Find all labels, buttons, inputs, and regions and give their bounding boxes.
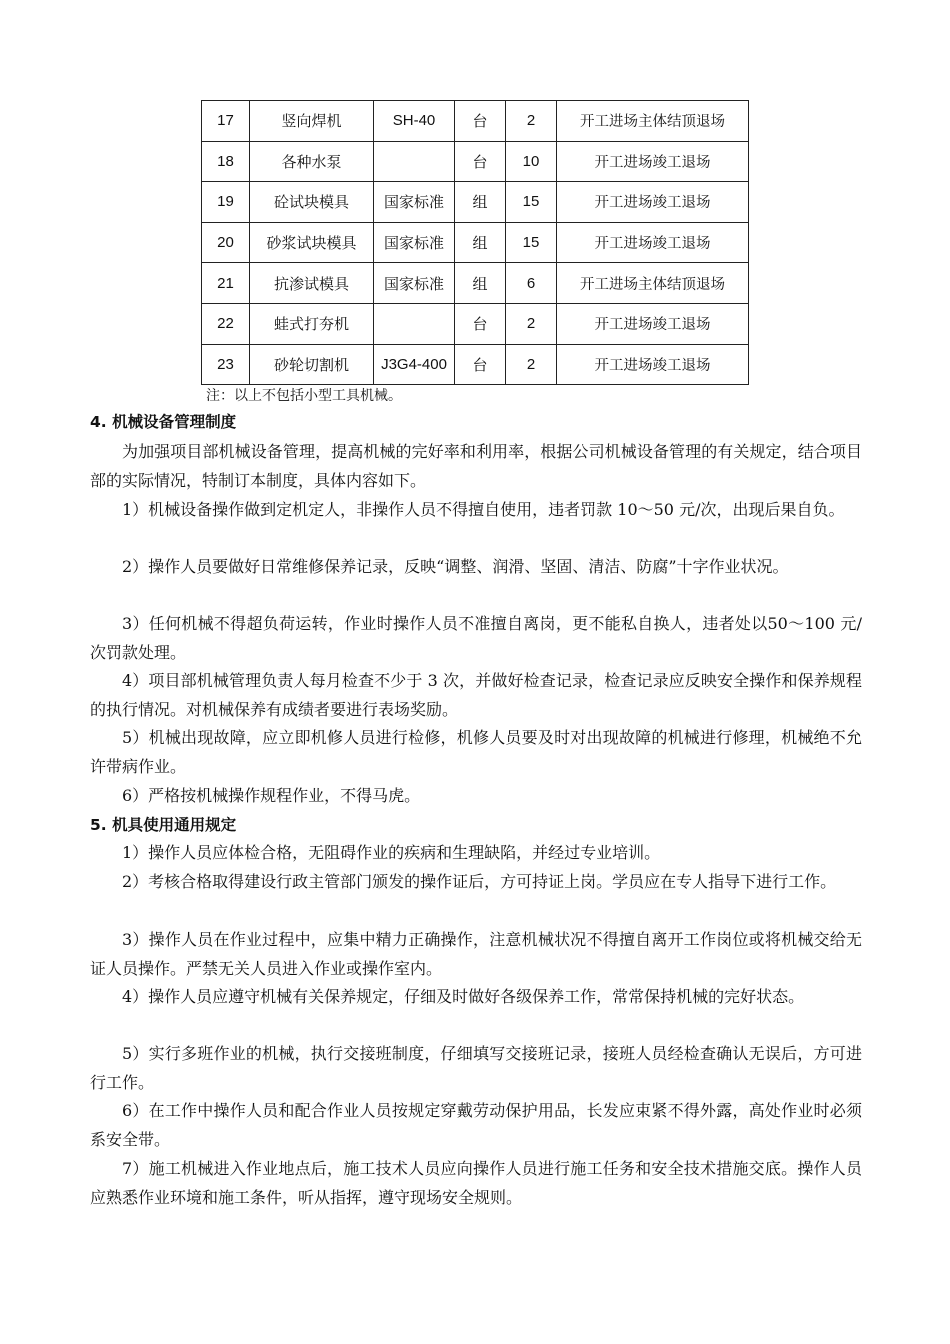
section-4-heading: 4. 机械设备管理制度 — [90, 413, 237, 431]
equipment-unit: 台 — [455, 303, 506, 344]
table-row — [202, 101, 749, 142]
equipment-period: 开工进场竣工退场 — [557, 141, 749, 182]
table-row — [202, 344, 749, 385]
table-row — [202, 141, 749, 182]
equipment-period: 开工进场竣工退场 — [557, 303, 749, 344]
table-row — [202, 222, 749, 263]
paragraph: 6）在工作中操作人员和配合作业人员按规定穿戴劳动保护用品，长发应束紧不得外露，高处作业时必须系安全带。 — [90, 1101, 862, 1149]
paragraph: 7）施工机械进入作业地点后，施工技术人员应向操作人员进行施工任务和安全技术措施交底。操作人员应熟悉作业环境和施工条件，听从指挥，遵守现场安全规则。 — [90, 1159, 862, 1207]
table-row — [202, 263, 749, 304]
equipment-period: 开工进场竣工退场 — [557, 344, 749, 385]
equipment-name: 蛙式打夯机 — [250, 303, 374, 344]
equipment-quantity: 10 — [506, 141, 557, 182]
row-number: 21 — [202, 263, 250, 304]
equipment-spec — [374, 303, 455, 344]
paragraph: 3）任何机械不得超负荷运转，作业时操作人员不准擅自离岗，更不能私自换人，违者处以50～100 元/次罚款处理。 — [90, 614, 862, 662]
equipment-name: 竖向焊机 — [250, 101, 374, 142]
equipment-unit: 台 — [455, 101, 506, 142]
paragraph: 2）考核合格取得建设行政主管部门颁发的操作证后，方可持证上岗。学员应在专人指导下进行工作。 — [122, 872, 837, 891]
equipment-quantity: 2 — [506, 303, 557, 344]
equipment-quantity: 15 — [506, 222, 557, 263]
paragraph: 3）操作人员在作业过程中，应集中精力正确操作，注意机械状况不得擅自离开工作岗位或将机械交给无证人员操作。严禁无关人员进入作业或操作室内。 — [90, 930, 862, 978]
table-row — [202, 303, 749, 344]
paragraph: 6）严格按机械操作规程作业，不得马虎。 — [122, 786, 421, 805]
equipment-spec: J3G4-400 — [374, 344, 455, 385]
paragraph: 5）实行多班作业的机械，执行交接班制度，仔细填写交接班记录，接班人员经检查确认无误后，方可进行工作。 — [90, 1044, 862, 1092]
equipment-quantity: 6 — [506, 263, 557, 304]
section-5-heading: 5. 机具使用通用规定 — [90, 816, 237, 834]
equipment-quantity: 2 — [506, 344, 557, 385]
equipment-spec: SH-40 — [374, 101, 455, 142]
table-row — [202, 182, 749, 223]
row-number: 17 — [202, 101, 250, 142]
equipment-table — [201, 100, 749, 385]
paragraph: 1）机械设备操作做到定机定人，非操作人员不得擅自使用，违者罚款 10～50 元/次，出现后果自负。 — [122, 500, 845, 519]
table-note: 注：以上不包括小型工具机械。 — [206, 388, 402, 404]
equipment-name: 抗渗试模具 — [250, 263, 374, 304]
equipment-name: 各种水泵 — [250, 141, 374, 182]
equipment-period: 开工进场主体结顶退场 — [557, 101, 749, 142]
row-number: 19 — [202, 182, 250, 223]
paragraph: 4）操作人员应遵守机械有关保养规定，仔细及时做好各级保养工作，常常保持机械的完好状态。 — [122, 987, 805, 1006]
equipment-period: 开工进场竣工退场 — [557, 222, 749, 263]
equipment-unit: 组 — [455, 222, 506, 263]
paragraph: 为加强项目部机械设备管理，提高机械的完好率和利用率，根据公司机械设备管理的有关规定，结合项目部的实际情况，特制订本制度，具体内容如下。 — [90, 442, 862, 490]
row-number: 18 — [202, 141, 250, 182]
equipment-spec: 国家标准 — [374, 182, 455, 223]
paragraph: 5）机械出现故障，应立即机修人员进行检修，机修人员要及时对出现故障的机械进行修理，机械绝不允许带病作业。 — [90, 728, 862, 776]
equipment-unit: 台 — [455, 344, 506, 385]
equipment-period: 开工进场竣工退场 — [557, 182, 749, 223]
equipment-name: 砼试块模具 — [250, 182, 374, 223]
equipment-name: 砂轮切割机 — [250, 344, 374, 385]
paragraph: 2）操作人员要做好日常维修保养记录，反映“调整、润滑、坚固、清洁、防腐”十字作业状况。 — [122, 557, 789, 576]
equipment-unit: 组 — [455, 263, 506, 304]
row-number: 22 — [202, 303, 250, 344]
equipment-unit: 台 — [455, 141, 506, 182]
paragraph: 4）项目部机械管理负责人每月检查不少于 3 次，并做好检查记录，检查记录应反映安全操作和保养规程的执行情况。对机械保养有成绩者要进行表场奖励。 — [90, 671, 862, 719]
equipment-spec: 国家标准 — [374, 263, 455, 304]
row-number: 23 — [202, 344, 250, 385]
row-number: 20 — [202, 222, 250, 263]
equipment-spec — [374, 141, 455, 182]
equipment-spec: 国家标准 — [374, 222, 455, 263]
equipment-name: 砂浆试块模具 — [250, 222, 374, 263]
equipment-quantity: 15 — [506, 182, 557, 223]
equipment-period: 开工进场主体结顶退场 — [557, 263, 749, 304]
paragraph: 1）操作人员应体检合格，无阻碍作业的疾病和生理缺陷，并经过专业培训。 — [122, 843, 661, 862]
equipment-quantity: 2 — [506, 101, 557, 142]
equipment-unit: 组 — [455, 182, 506, 223]
